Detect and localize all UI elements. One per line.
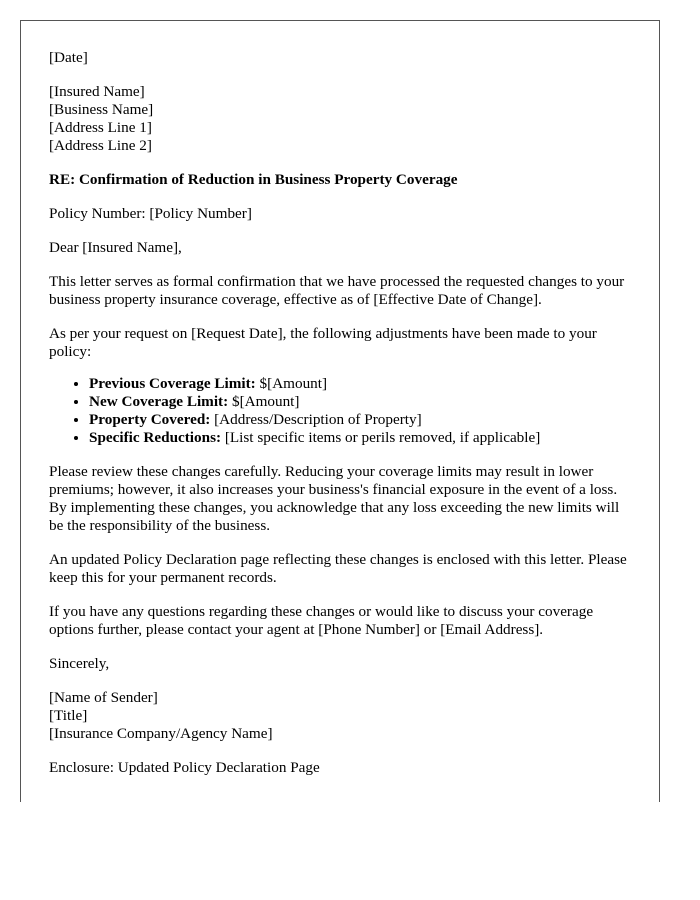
body-paragraph-enclosure-note: An updated Policy Declaration page reflecting these changes is enclosed with this letter. Please keep this for your permanent records. — [49, 551, 627, 586]
list-item — [89, 375, 631, 393]
adjustment-value: $[Amount] — [228, 393, 300, 410]
recipient-address-line-1: [Address Line 1] — [49, 119, 152, 136]
policy-number: Policy Number: [Policy Number] — [49, 205, 252, 222]
recipient-address-line-2: [Address Line 2] — [49, 137, 152, 154]
sender-company: [Insurance Company/Agency Name] — [49, 725, 273, 742]
body-paragraph-review: Please review these changes carefully. Reducing your coverage limits may result in lower premiums; however, it also increases your business's financial exposure in the event of a loss. By implementing these changes, you acknowledge that any loss exceeding the new limits will be the responsibility of the business. — [49, 463, 620, 534]
list-item — [89, 411, 631, 429]
sender-name: [Name of Sender] — [49, 689, 158, 706]
adjustments-list — [49, 375, 631, 447]
adjustment-label: Specific Reductions: — [89, 429, 222, 446]
adjustment-value: $[Amount] — [255, 375, 328, 392]
recipient-business-name: [Business Name] — [49, 101, 154, 118]
adjustment-label: Property Covered: — [89, 411, 211, 428]
list-item — [89, 429, 631, 447]
adjustment-value: [Address/Description of Property] — [210, 411, 422, 428]
recipient-address-block — [49, 83, 631, 155]
sender-title: [Title] — [49, 707, 88, 724]
body-paragraph-request: As per your request on [Request Date], the following adjustments have been made to your policy: — [49, 325, 597, 360]
body-paragraph-contact: If you have any questions regarding these changes or would like to discuss your coverage options further, please contact your agent at [Phone Number] or [Email Address]. — [49, 603, 594, 638]
body-paragraph-confirmation: This letter serves as formal confirmation that we have processed the requested changes to your business property insurance coverage, effective as of [Effective Date of Change]. — [49, 273, 625, 308]
salutation: Dear [Insured Name], — [49, 239, 182, 256]
letter-page — [20, 20, 660, 802]
adjustment-label: New Coverage Limit: — [89, 393, 229, 410]
enclosure-line: Enclosure: Updated Policy Declaration Page — [49, 759, 320, 776]
closing: Sincerely, — [49, 655, 110, 672]
adjustment-value: [List specific items or perils removed, if applicable] — [221, 429, 541, 446]
sender-signature-block — [49, 689, 631, 743]
adjustment-label: Previous Coverage Limit: — [89, 375, 256, 392]
letter-date: [Date] — [49, 49, 88, 66]
subject-line: RE: Confirmation of Reduction in Business Property Coverage — [49, 171, 458, 188]
list-item — [89, 393, 631, 411]
recipient-insured-name: [Insured Name] — [49, 83, 145, 100]
